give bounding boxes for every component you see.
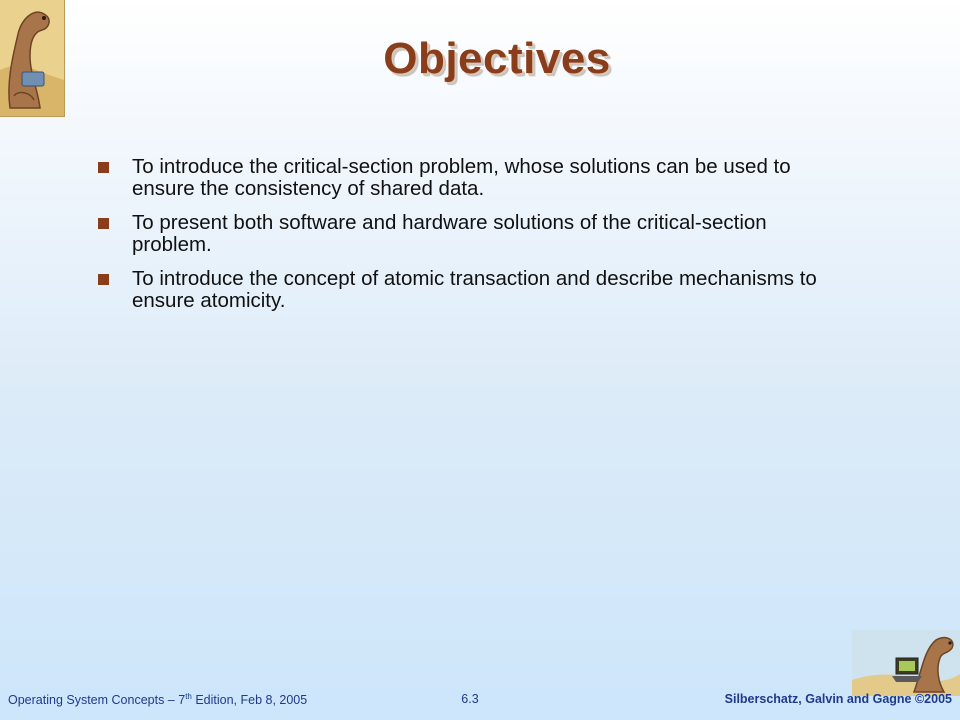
objective-text: To introduce the concept of atomic transaction and describe mechanisms to ensure atomicity.: [132, 267, 817, 312]
footer-course-info: [8, 692, 408, 720]
footer-course-sup: th: [185, 692, 192, 701]
objective-item: [96, 212, 836, 256]
dinosaur-laptop-icon: [852, 630, 960, 696]
footer-authors: Silberschatz, Galvin and Gagne ©2005: [724, 692, 952, 706]
page-number: 6.3: [461, 692, 479, 706]
objective-text: To introduce the critical-section problem, whose solutions can be used to ensure the consistency of shared data.: [132, 155, 791, 200]
objective-item: [96, 156, 836, 200]
square-bullet-icon: [98, 162, 109, 173]
square-bullet-icon: [98, 274, 109, 285]
objective-text: To present both software and hardware solutions of the critical-section problem.: [132, 211, 767, 256]
objective-item: [96, 268, 836, 312]
objectives-list: [96, 156, 836, 324]
footer-course-prefix: Operating System Concepts – 7: [8, 693, 186, 708]
footer-course-suffix: Edition, Feb 8, 2005: [191, 693, 308, 708]
square-bullet-icon: [98, 218, 109, 229]
slide-title: Objectives: [383, 34, 611, 83]
